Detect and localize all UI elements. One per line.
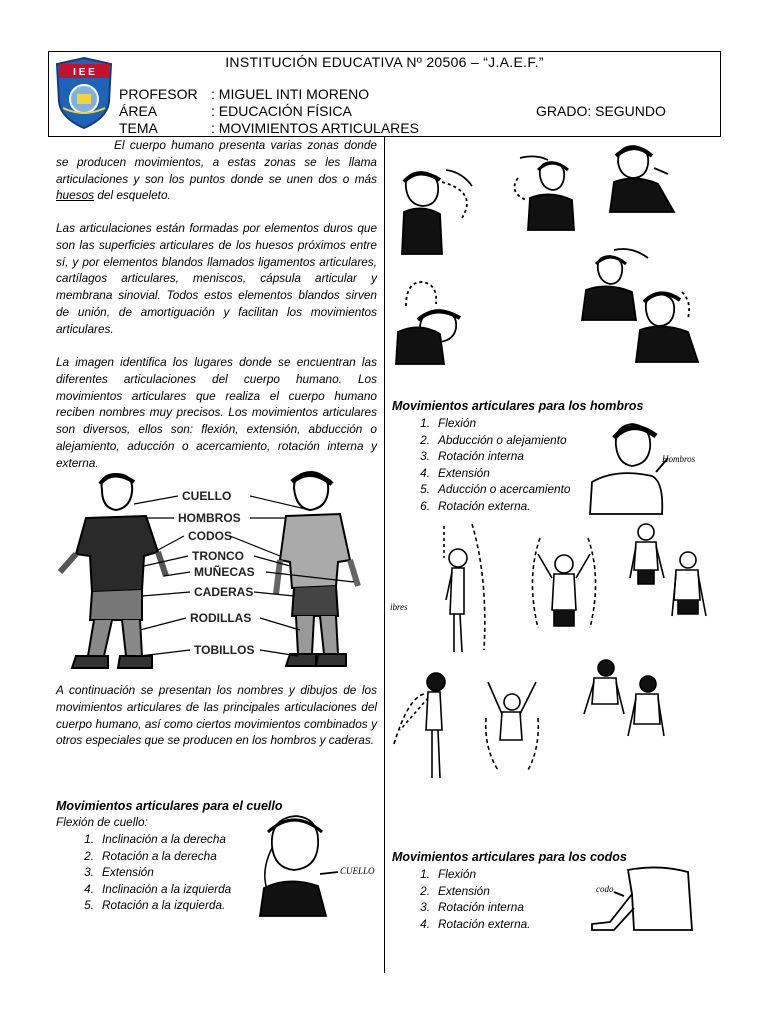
joint-label-caderas: CADERAS [194, 585, 254, 599]
intro-paragraph-4: A continuación se presentan los nombres y dibujos de los movimientos articulares de las principales articulaciones del cuerpo humano, así como ciertos movimientos combinados y otros especiales que se producen en los hombros y caderas. [56, 683, 377, 748]
elbows-movements-list [414, 866, 530, 932]
shoulders-section-title: Movimientos articulares para los hombros [392, 399, 644, 413]
document-header [48, 51, 721, 137]
grade-label: GRADO: SEGUNDO [536, 103, 666, 119]
list-item: 1. Flexión [420, 416, 477, 430]
joint-label-munecas: MUÑECAS [194, 565, 255, 579]
shoulders-movements-list [414, 415, 570, 515]
list-item: 3. Rotación interna [420, 900, 524, 915]
neck-section-title: Movimientos articulares para el cuello [56, 799, 283, 813]
neck-movements-illustration [392, 142, 710, 366]
professor-value: : MIGUEL INTI MORENO [211, 86, 370, 102]
shoulder-illustration [586, 418, 720, 518]
column-divider [384, 137, 385, 973]
area-row [119, 103, 352, 119]
list-item: 4. Inclinación a la izquierda [84, 881, 232, 896]
logo-text: I E E [73, 67, 95, 78]
shoulder-side-label: ibres [390, 602, 408, 612]
list-item: 3. Rotación interna [420, 449, 524, 464]
intro-p1-text: El cuerpo humano presenta varias zonas donde se producen movimientos, a estas zonas se les llama articulaciones y son los puntos donde se unen dos o más [56, 138, 377, 186]
neck-image-label: CUELLO [340, 866, 375, 876]
list-item: 1. Inclinación a la derecha [84, 832, 226, 846]
joint-label-hombros: HOMBROS [178, 511, 241, 525]
shoulder-image-label: Hombros [662, 454, 696, 464]
list-item: 2. Extensión [420, 883, 490, 898]
list-item: 4. Rotación externa. [420, 916, 531, 931]
elbow-illustration [588, 864, 700, 934]
list-item: 2. Rotación a la derecha [84, 848, 217, 863]
list-item: 2. Abducción o alejamiento [420, 432, 567, 447]
shoulder-movements-illustration [388, 518, 716, 788]
tema-value: : MOVIMIENTOS ARTICULARES [211, 120, 419, 136]
body-joints-illustration [54, 470, 374, 676]
tema-label: TEMA [119, 120, 158, 136]
neck-movements-list [78, 831, 231, 914]
intro-paragraph-1 [56, 137, 377, 204]
joint-label-tobillos: TOBILLOS [194, 643, 255, 657]
list-item: 3. Extensión [84, 865, 154, 880]
institution-title: INSTITUCIÓN EDUCATIVA Nº 20506 – “J.A.E.F.” [225, 54, 544, 70]
list-item: 5. Aducción o acercamiento [420, 482, 571, 497]
intro-p1-end: del esqueleto. [94, 188, 171, 203]
intro-paragraph-2: Las articulaciones están formadas por elementos duros que son las superficies articulares de los huesos próximos entre sí, y por elementos blandos llamados ligamentos articulares, cartílagos articulares, meniscos, cápsula articular y membrana sinovial. Todos estos elementos blandos sirven de unión, de amortiguación y facilitan los movimientos articulares. [56, 221, 377, 336]
list-item: 6. Rotación externa. [420, 498, 531, 513]
girl-figure [276, 472, 358, 666]
professor-row [119, 86, 369, 102]
joint-label-rodillas: RODILLAS [190, 611, 252, 625]
joint-label-codos: CODOS [188, 529, 233, 543]
list-item: 5. Rotación a la izquierda. [84, 898, 226, 913]
list-item: 4. Extensión [420, 465, 490, 480]
neck-subtitle: Flexión de cuello: [56, 815, 148, 829]
professor-label: PROFESOR [119, 86, 198, 102]
area-label: ÁREA [119, 103, 158, 119]
elbow-image-label: codo [596, 884, 614, 894]
intro-paragraph-3: La imagen identifica los lugares donde se encuentran las diferentes articulaciones del cuerpo humano. Los movimientos articulares que realiza el cuerpo humano reciben nombres muy precisos. Los movimientos articulares son diversos, ellos son: flexión, extensión, abducción o alejamiento, aducción o acercamiento, rotación interna y externa. [56, 355, 377, 470]
tema-row [119, 120, 419, 136]
neck-illustration [258, 812, 378, 918]
area-value: : EDUCACIÓN FÍSICA [211, 103, 352, 119]
intro-p1-underlined: huesos [56, 188, 95, 203]
boy-figure [60, 474, 166, 668]
joint-label-cuello: CUELLO [182, 489, 232, 503]
joint-label-tronco: TRONCO [192, 549, 244, 563]
list-item: 1. Flexión [420, 867, 477, 881]
elbows-section-title: Movimientos articulares para los codos [392, 850, 627, 864]
